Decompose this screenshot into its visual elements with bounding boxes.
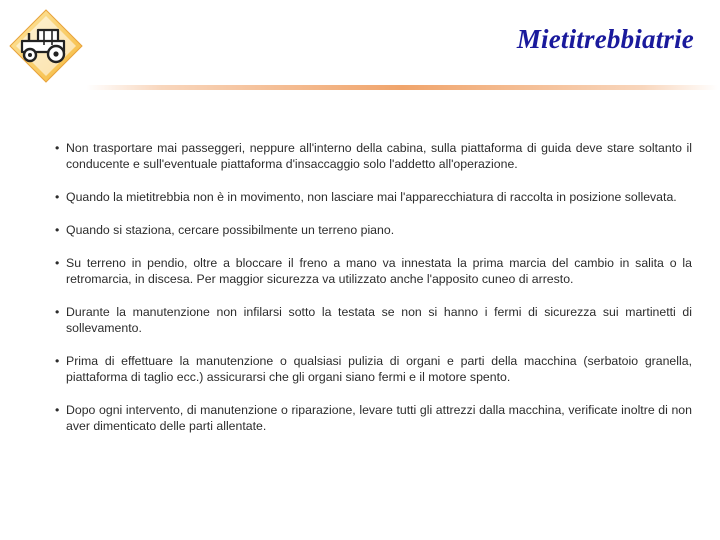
bullet-marker: • xyxy=(55,223,60,237)
page-title: Mietitrebbiatrie xyxy=(516,24,694,54)
safety-rules-list xyxy=(54,140,692,451)
bullet-marker: • xyxy=(55,190,60,204)
bullet-marker: • xyxy=(55,354,60,368)
list-item-text: Su terreno in pendio, oltre a bloccare il freno a mano va innestata la prima marcia del cambio in salita o la retromarcia, in discesa. Per maggior sicurezza va utilizzato anche l'apposito cuneo di arresto. xyxy=(66,256,692,286)
bullet-marker: • xyxy=(55,403,60,417)
list-item xyxy=(54,255,692,287)
list-item xyxy=(54,189,692,205)
list-item-text: Dopo ogni intervento, di manutenzione o riparazione, levare tutti gli attrezzi dalla macchina, verificate inoltre di non aver dimenticato delle parti allentate. xyxy=(66,403,692,433)
bullet-marker: • xyxy=(55,305,60,319)
list-item xyxy=(54,353,692,385)
list-item xyxy=(54,222,692,238)
list-item-text: Durante la manutenzione non infilarsi sotto la testata se non si hanno i fermi di sicurezza sui martinetti di sollevamento. xyxy=(66,305,692,335)
bullet-marker: • xyxy=(55,256,60,270)
list-item xyxy=(54,402,692,434)
list-item xyxy=(54,304,692,336)
list-item-text: Quando la mietitrebbia non è in movimento, non lasciare mai l'apparecchiatura di raccolta in posizione sollevata. xyxy=(66,190,677,204)
header-divider xyxy=(86,85,718,90)
logo xyxy=(8,8,84,84)
list-item-text: Non trasportare mai passeggeri, neppure all'interno della cabina, sulla piattaforma di guida deve stare soltanto il conducente e sull'eventuale piattaforma d'insaccaggio solo l'addetto all'operazione. xyxy=(66,141,692,171)
bullet-marker: • xyxy=(55,141,60,155)
tractor-icon xyxy=(8,8,84,84)
list-item-text: Quando si staziona, cercare possibilmente un terreno piano. xyxy=(66,223,395,237)
list-item-text: Prima di effettuare la manutenzione o qualsiasi pulizia di organi e parti della macchina (serbatoio granella, piattaforma di taglio ecc.) assicurarsi che gli organi siano fermi e il motore spento. xyxy=(66,354,692,384)
list-item xyxy=(54,140,692,172)
